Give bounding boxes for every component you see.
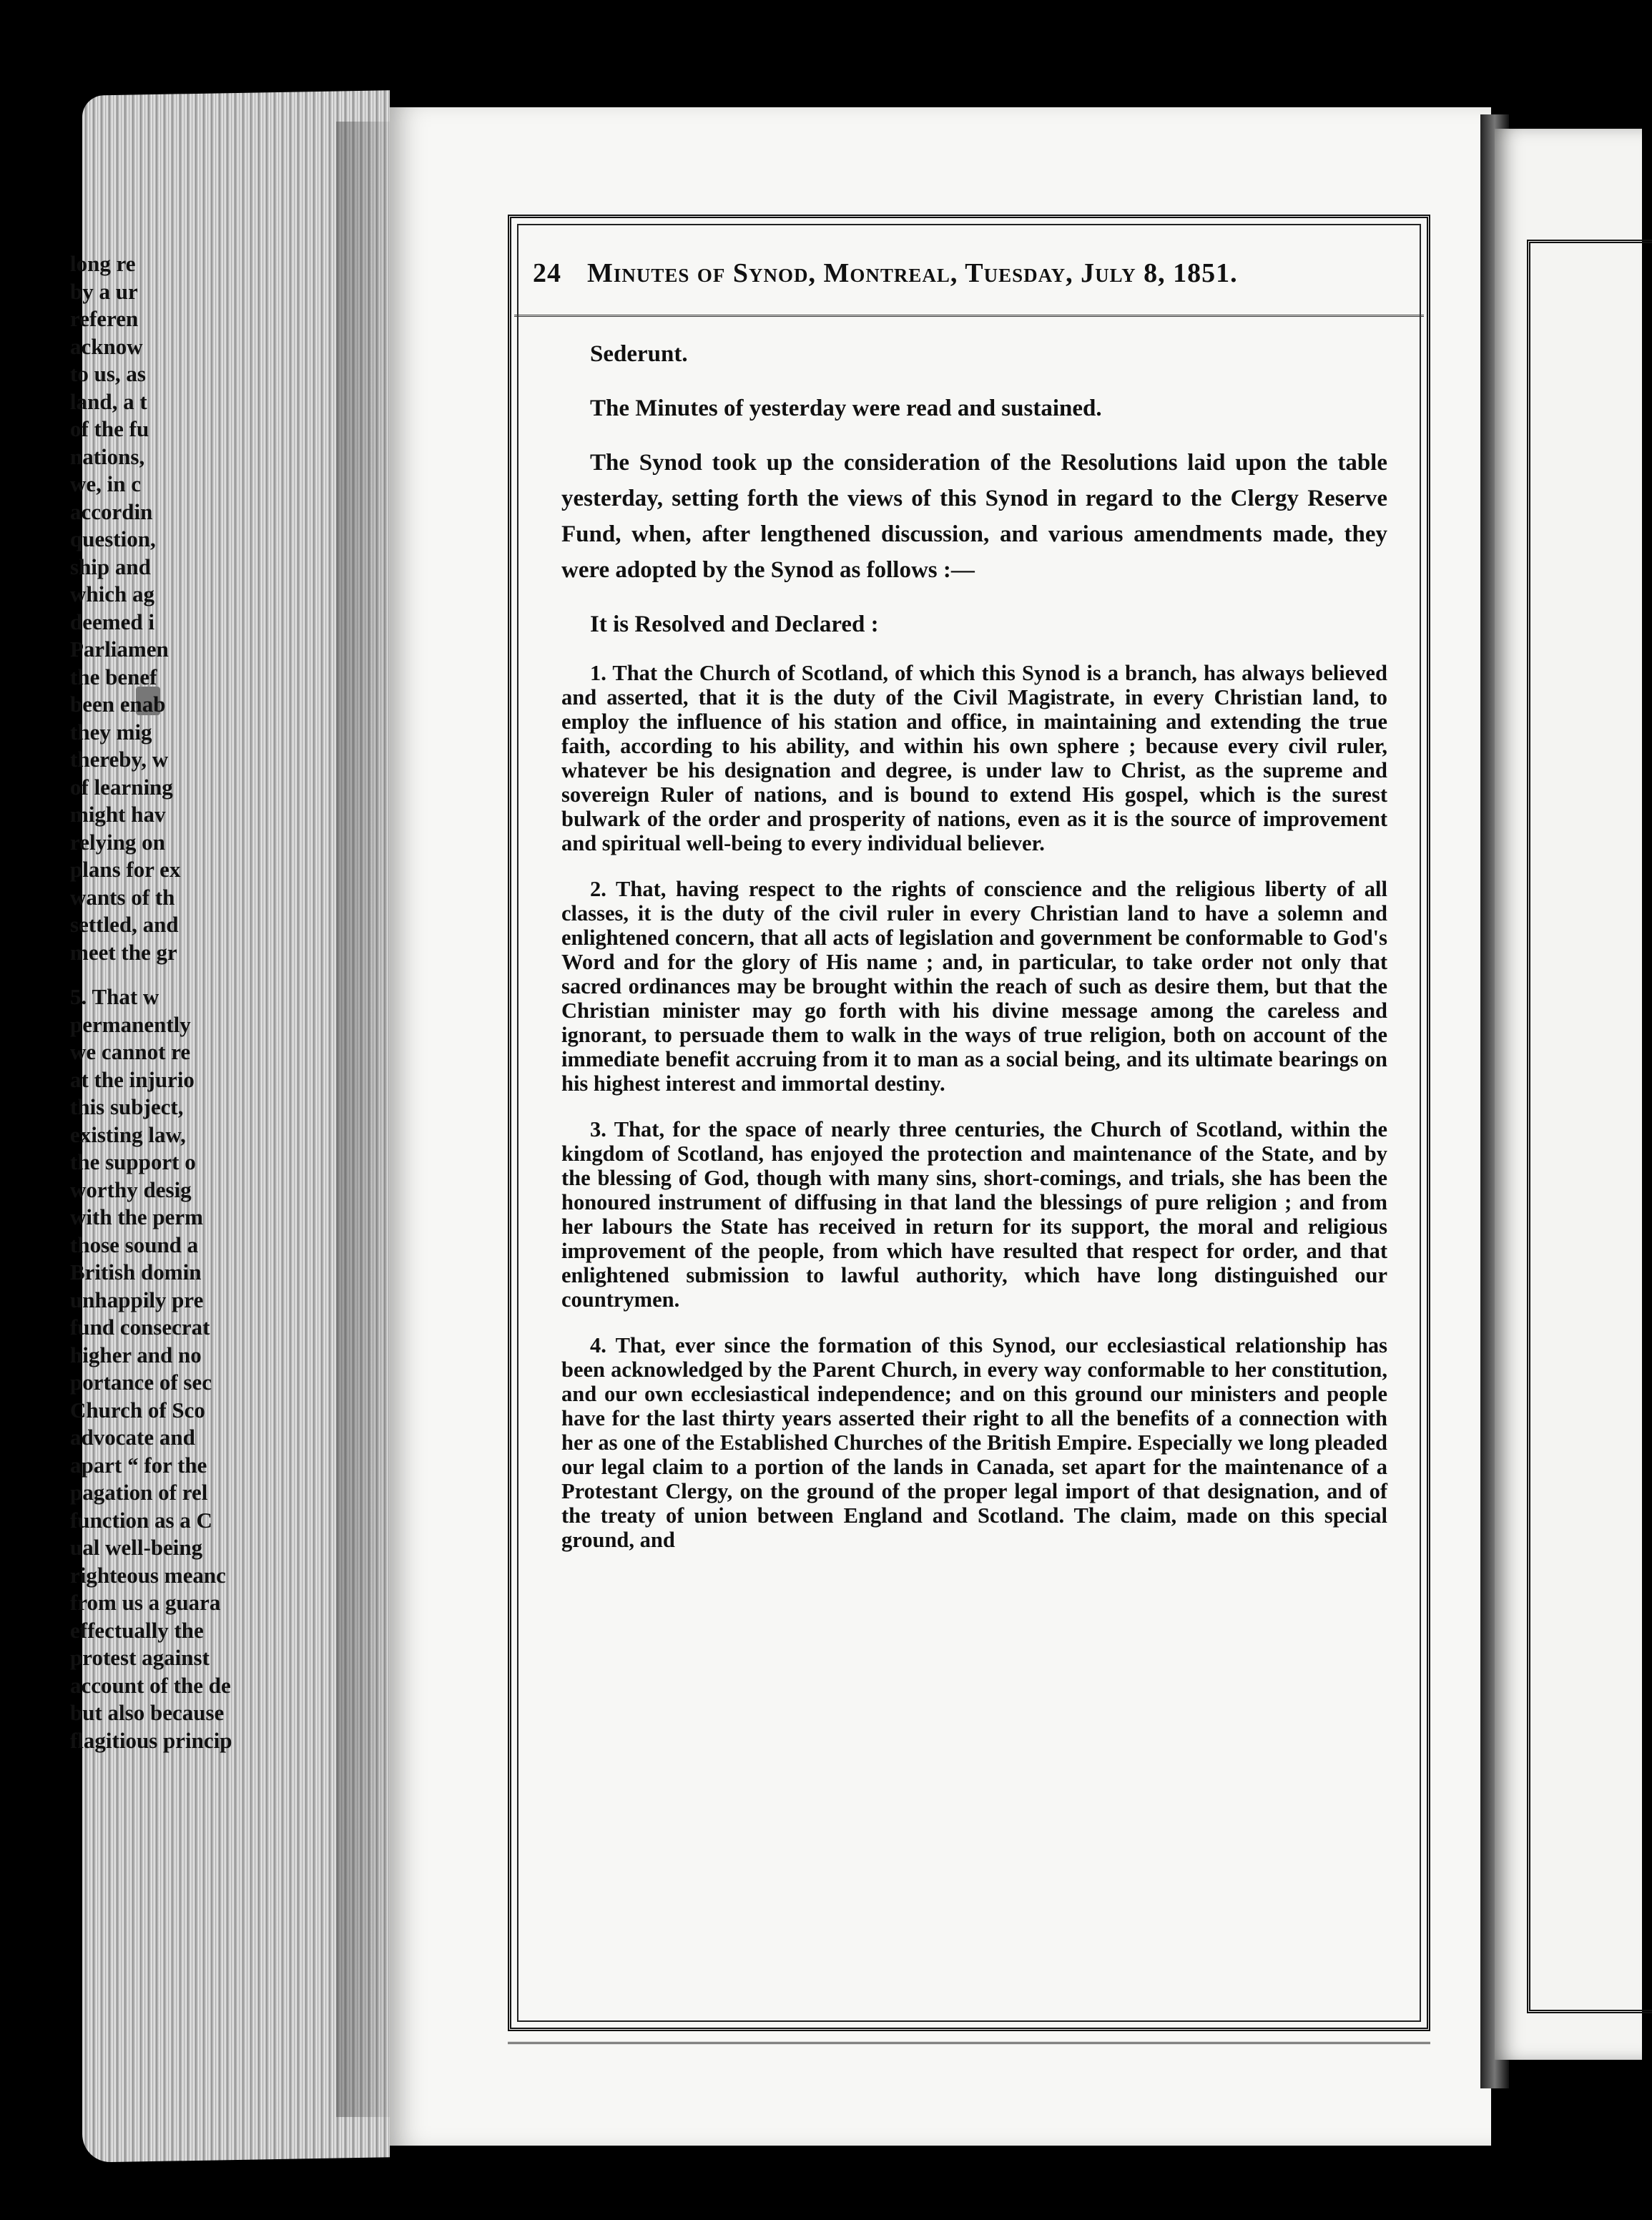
right-page-line: by a ur <box>70 278 138 304</box>
right-page-line: the benef <box>70 664 157 689</box>
right-page-line: righteous meanc <box>70 1562 226 1588</box>
right-page <box>1495 129 1642 2060</box>
running-head <box>533 257 1405 289</box>
page-number: 24 <box>533 258 561 288</box>
right-page-line: 5. That w <box>70 984 159 1009</box>
sederunt-line: Sederunt. <box>590 341 688 367</box>
right-page-line: Church of Sco <box>70 1397 205 1423</box>
right-page-line: function as a C <box>70 1507 212 1533</box>
right-page-line: been enab <box>70 692 166 717</box>
page-body <box>561 336 1387 1573</box>
resolution-2: 2. That, having respect to the rights of conscience and the religious liberty of all classes, it is the duty of the civil ruler in every Christian land to have a solemn and enlightened concern, that all acts of legislation and government be conformable to God's Word and for the glory of His name ; and, in particular, to take order not only that sacred ordinances may be brought within the reach of such as desire them, but that the Christian minister may go forth with his divine message among the careless and ignorant, to persuade them to walk in the ways of true religion, both on account of the immediate benefit accruing from it to man as a social being, and its ultimate bearings on his highest interest and immortal destiny. <box>561 877 1387 1096</box>
right-page-line: settled, and <box>70 912 179 937</box>
resolution-3: 3. That, for the space of nearly three centuries, the Church of Scotland, within the kingdom of Scotland, has enjoyed the protection and maintenance of the State, and by the blessing of God, though with many sins, short-comings, and trials, she has been the honoured instrument of diffusing in that land the blessings of pure religion ; and from her labours the State has received in return for its support, the moral and religious improvement of the people, from which have resulted that respect for order, and that enlightened submission to lawful authority, which have long distinguished our countrymen. <box>561 1117 1387 1312</box>
right-page-line: at the injurio <box>70 1066 195 1092</box>
right-page-line: but also because <box>70 1700 225 1725</box>
right-page-line: unhappily pre <box>70 1287 204 1312</box>
right-page-line: long re <box>70 251 136 276</box>
right-page-line: question, <box>70 526 156 551</box>
resolution-1: 1. That the Church of Scotland, of which this Synod is a branch, has always believed and asserted, that it is the duty of the Civil Magistrate, in every Christian land, to employ the influence of his station and office, in maintaining and extending the true faith, according to his ability, and within his own sphere ; because every civil ruler, whatever be his designation and degree, is under law to Christ, as the supreme and sovereign Ruler of nations, and is bound to extend His gospel, which is the surest bulwark of the order and prosperity of nations, even as it is the source of improvement and spiritual well-being to every individual believer. <box>561 661 1387 855</box>
right-page-line: higher and no <box>70 1342 202 1367</box>
right-page-line: the support o <box>70 1149 196 1174</box>
right-page-line: thereby, w <box>70 747 169 772</box>
right-page-line: plans for ex <box>70 857 181 882</box>
right-page-line: accordin <box>70 498 153 524</box>
right-page-line: flagitious princip <box>70 1727 232 1753</box>
right-page-line: of learning <box>70 774 173 800</box>
right-page-line: deemed i <box>70 609 154 634</box>
right-page-line: worthy desig <box>70 1177 192 1202</box>
head-rule <box>514 315 1424 324</box>
right-page-line: meet the gr <box>70 939 177 965</box>
right-page-line: acknow <box>70 333 143 359</box>
right-page-line: permanently <box>70 1011 191 1037</box>
right-page-line: advocate and <box>70 1425 195 1450</box>
right-page-line: existing law, <box>70 1121 186 1147</box>
right-page-line: those sound a <box>70 1232 199 1257</box>
right-page-line: wants of th <box>70 884 175 910</box>
right-page-line: which ag <box>70 581 154 606</box>
right-page-line: they mig <box>70 719 152 745</box>
right-page-line: Parliamen <box>70 637 169 662</box>
bottom-rule <box>508 2042 1430 2050</box>
right-page-line: land, a t <box>70 388 147 414</box>
intro-paragraph: The Synod took up the consideration of the Resolutions laid upon the table yesterday, setting forth the views of this Synod in regard to the Clergy Reserve Fund, when, after lengthened discussion, and various amendments made, they were adopted by the Synod as follows :— <box>561 450 1387 583</box>
right-page-line: pagation of rel <box>70 1480 208 1505</box>
right-page-line: referen <box>70 306 139 331</box>
right-page-line: portance of sec <box>70 1370 212 1395</box>
right-page-line: account of the de <box>70 1672 231 1698</box>
right-page-frame <box>1527 240 1652 2013</box>
right-page-line: ual well-being <box>70 1535 203 1560</box>
right-page-line: might hav <box>70 802 166 827</box>
right-page-line: of the fu <box>70 416 149 441</box>
minutes-line: The Minutes of yesterday were read and sustained. <box>590 396 1102 421</box>
right-page-line: this subject, <box>70 1094 184 1119</box>
right-page-line: we cannot re <box>70 1039 191 1064</box>
right-page-line: nations, <box>70 443 145 469</box>
right-page-line: protest against <box>70 1645 210 1670</box>
resolution-4: 4. That, ever since the formation of this Synod, our ecclesiastical relationship has been acknowledged by the Parent Church, in every way conformable to her constitution, and our own ecclesiastical independence; and on this ground our ministers and people have for the last thirty years asserted their right to all the benefits of a connection with her as one of the Established Churches of the British Empire. Especially we long pleaded our legal claim to a portion of the lands in Canada, set apart for the maintenance of a Protestant Clergy, on the ground of the proper legal import of that designation, and of the treaty of union between England and Scotland. The claim, made on this special ground, and <box>561 1333 1387 1552</box>
declared-line: It is Resolved and Declared : <box>590 612 879 637</box>
right-page-line: from us a guara <box>70 1590 221 1615</box>
right-page-line: with the perm <box>70 1204 203 1229</box>
right-page-line: fund consecrat <box>70 1315 210 1340</box>
right-page-line: effectually the <box>70 1617 204 1643</box>
right-page-line: to us, as <box>70 361 146 386</box>
page-border-frame <box>508 215 1430 2031</box>
running-head-title: Minutes of Synod, Montreal, Tuesday, July 8, 1851. <box>587 258 1238 288</box>
right-page-line: British domin <box>70 1259 202 1285</box>
right-page-line: apart “ for the <box>70 1452 207 1478</box>
right-page-line: we, in c <box>70 471 142 496</box>
left-page <box>390 107 1491 2146</box>
right-page-text <box>70 250 232 1754</box>
right-page-line: ship and <box>70 554 151 579</box>
right-page-line: relying on <box>70 829 165 855</box>
